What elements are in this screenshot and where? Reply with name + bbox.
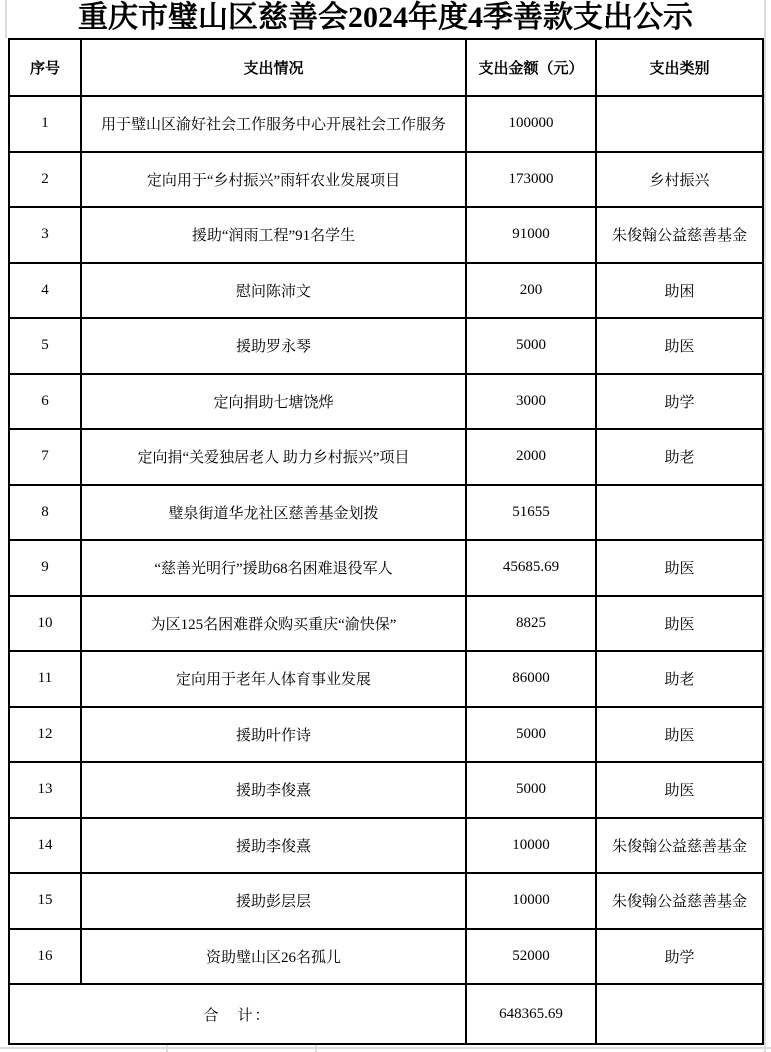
row-amount: 5000 — [466, 318, 596, 374]
column-header-no: 序号 — [9, 39, 81, 96]
table-row — [9, 96, 763, 152]
table-row — [9, 929, 763, 985]
column-header-category: 支出类别 — [596, 39, 763, 96]
row-amount: 86000 — [466, 651, 596, 707]
expenditure-table — [8, 38, 764, 1045]
row-amount: 45685.69 — [466, 540, 596, 596]
table-row — [9, 152, 763, 208]
column-header-desc: 支出情况 — [81, 39, 466, 96]
row-category: 助医 — [596, 707, 763, 763]
table-row — [9, 540, 763, 596]
row-no: 11 — [9, 651, 81, 707]
row-no: 4 — [9, 263, 81, 319]
row-category: 朱俊翰公益慈善基金 — [596, 207, 763, 263]
row-amount: 51655 — [466, 485, 596, 541]
spreadsheet-gridline — [0, 1047, 771, 1049]
row-desc: 定向用于老年人体育事业发展 — [81, 651, 466, 707]
row-category: 乡村振兴 — [596, 152, 763, 208]
row-category — [596, 96, 763, 152]
row-category: 助医 — [596, 762, 763, 818]
row-desc: 定向捐“关爱独居老人 助力乡村振兴”项目 — [81, 429, 466, 485]
row-amount: 10000 — [466, 873, 596, 929]
column-header-amount: 支出金额（元） — [466, 39, 596, 96]
row-category: 助老 — [596, 651, 763, 707]
table-body — [9, 96, 763, 984]
row-amount: 5000 — [466, 707, 596, 763]
row-amount: 200 — [466, 263, 596, 319]
row-desc: 璧泉街道华龙社区慈善基金划拨 — [81, 485, 466, 541]
total-category — [596, 984, 763, 1044]
table-row — [9, 873, 763, 929]
row-category: 助医 — [596, 318, 763, 374]
row-desc: 援助李俊熹 — [81, 818, 466, 874]
row-no: 12 — [9, 707, 81, 763]
page-title: 重庆市璧山区慈善会2024年度4季善款支出公示 — [78, 1, 693, 34]
row-desc: 援助“润雨工程”91名学生 — [81, 207, 466, 263]
row-amount: 100000 — [466, 96, 596, 152]
row-no: 7 — [9, 429, 81, 485]
row-category: 朱俊翰公益慈善基金 — [596, 873, 763, 929]
row-no: 16 — [9, 929, 81, 985]
table-row — [9, 318, 763, 374]
row-desc: 为区125名困难群众购买重庆“渝快保” — [81, 596, 466, 652]
row-desc: 用于璧山区渝好社会工作服务中心开展社会工作服务 — [81, 96, 466, 152]
table-row — [9, 596, 763, 652]
row-category: 助学 — [596, 929, 763, 985]
spreadsheet-gridline — [764, 0, 766, 1052]
row-no: 15 — [9, 873, 81, 929]
row-desc: “慈善光明行”援助68名困难退役军人 — [81, 540, 466, 596]
row-amount: 10000 — [466, 818, 596, 874]
table-row — [9, 818, 763, 874]
table-row — [9, 429, 763, 485]
table-row — [9, 762, 763, 818]
row-category: 助老 — [596, 429, 763, 485]
row-no: 1 — [9, 96, 81, 152]
row-category: 助医 — [596, 540, 763, 596]
total-label: 合 计： — [9, 984, 466, 1044]
row-category: 助困 — [596, 263, 763, 319]
row-desc: 援助叶作诗 — [81, 707, 466, 763]
row-no: 9 — [9, 540, 81, 596]
row-category — [596, 485, 763, 541]
table-row — [9, 651, 763, 707]
row-desc: 定向用于“乡村振兴”雨轩农业发展项目 — [81, 152, 466, 208]
row-desc: 资助璧山区26名孤儿 — [81, 929, 466, 985]
row-no: 13 — [9, 762, 81, 818]
table-row — [9, 485, 763, 541]
row-amount: 173000 — [466, 152, 596, 208]
row-amount: 3000 — [466, 374, 596, 430]
table-row — [9, 707, 763, 763]
row-amount: 91000 — [466, 207, 596, 263]
row-amount: 5000 — [466, 762, 596, 818]
table-row — [9, 207, 763, 263]
row-category: 助医 — [596, 596, 763, 652]
total-row — [9, 984, 763, 1044]
row-no: 3 — [9, 207, 81, 263]
row-no: 6 — [9, 374, 81, 430]
table-header-row — [9, 39, 763, 96]
table-row — [9, 263, 763, 319]
row-desc: 援助李俊熹 — [81, 762, 466, 818]
row-amount: 8825 — [466, 596, 596, 652]
row-desc: 援助罗永琴 — [81, 318, 466, 374]
row-no: 5 — [9, 318, 81, 374]
row-amount: 2000 — [466, 429, 596, 485]
row-desc: 定向捐助七塘饶烨 — [81, 374, 466, 430]
row-category: 朱俊翰公益慈善基金 — [596, 818, 763, 874]
row-no: 8 — [9, 485, 81, 541]
row-no: 14 — [9, 818, 81, 874]
table-row — [9, 374, 763, 430]
row-category: 助学 — [596, 374, 763, 430]
total-amount: 648365.69 — [466, 984, 596, 1044]
row-no: 2 — [9, 152, 81, 208]
row-desc: 援助彭层层 — [81, 873, 466, 929]
row-amount: 52000 — [466, 929, 596, 985]
row-desc: 慰问陈沛文 — [81, 263, 466, 319]
row-no: 10 — [9, 596, 81, 652]
